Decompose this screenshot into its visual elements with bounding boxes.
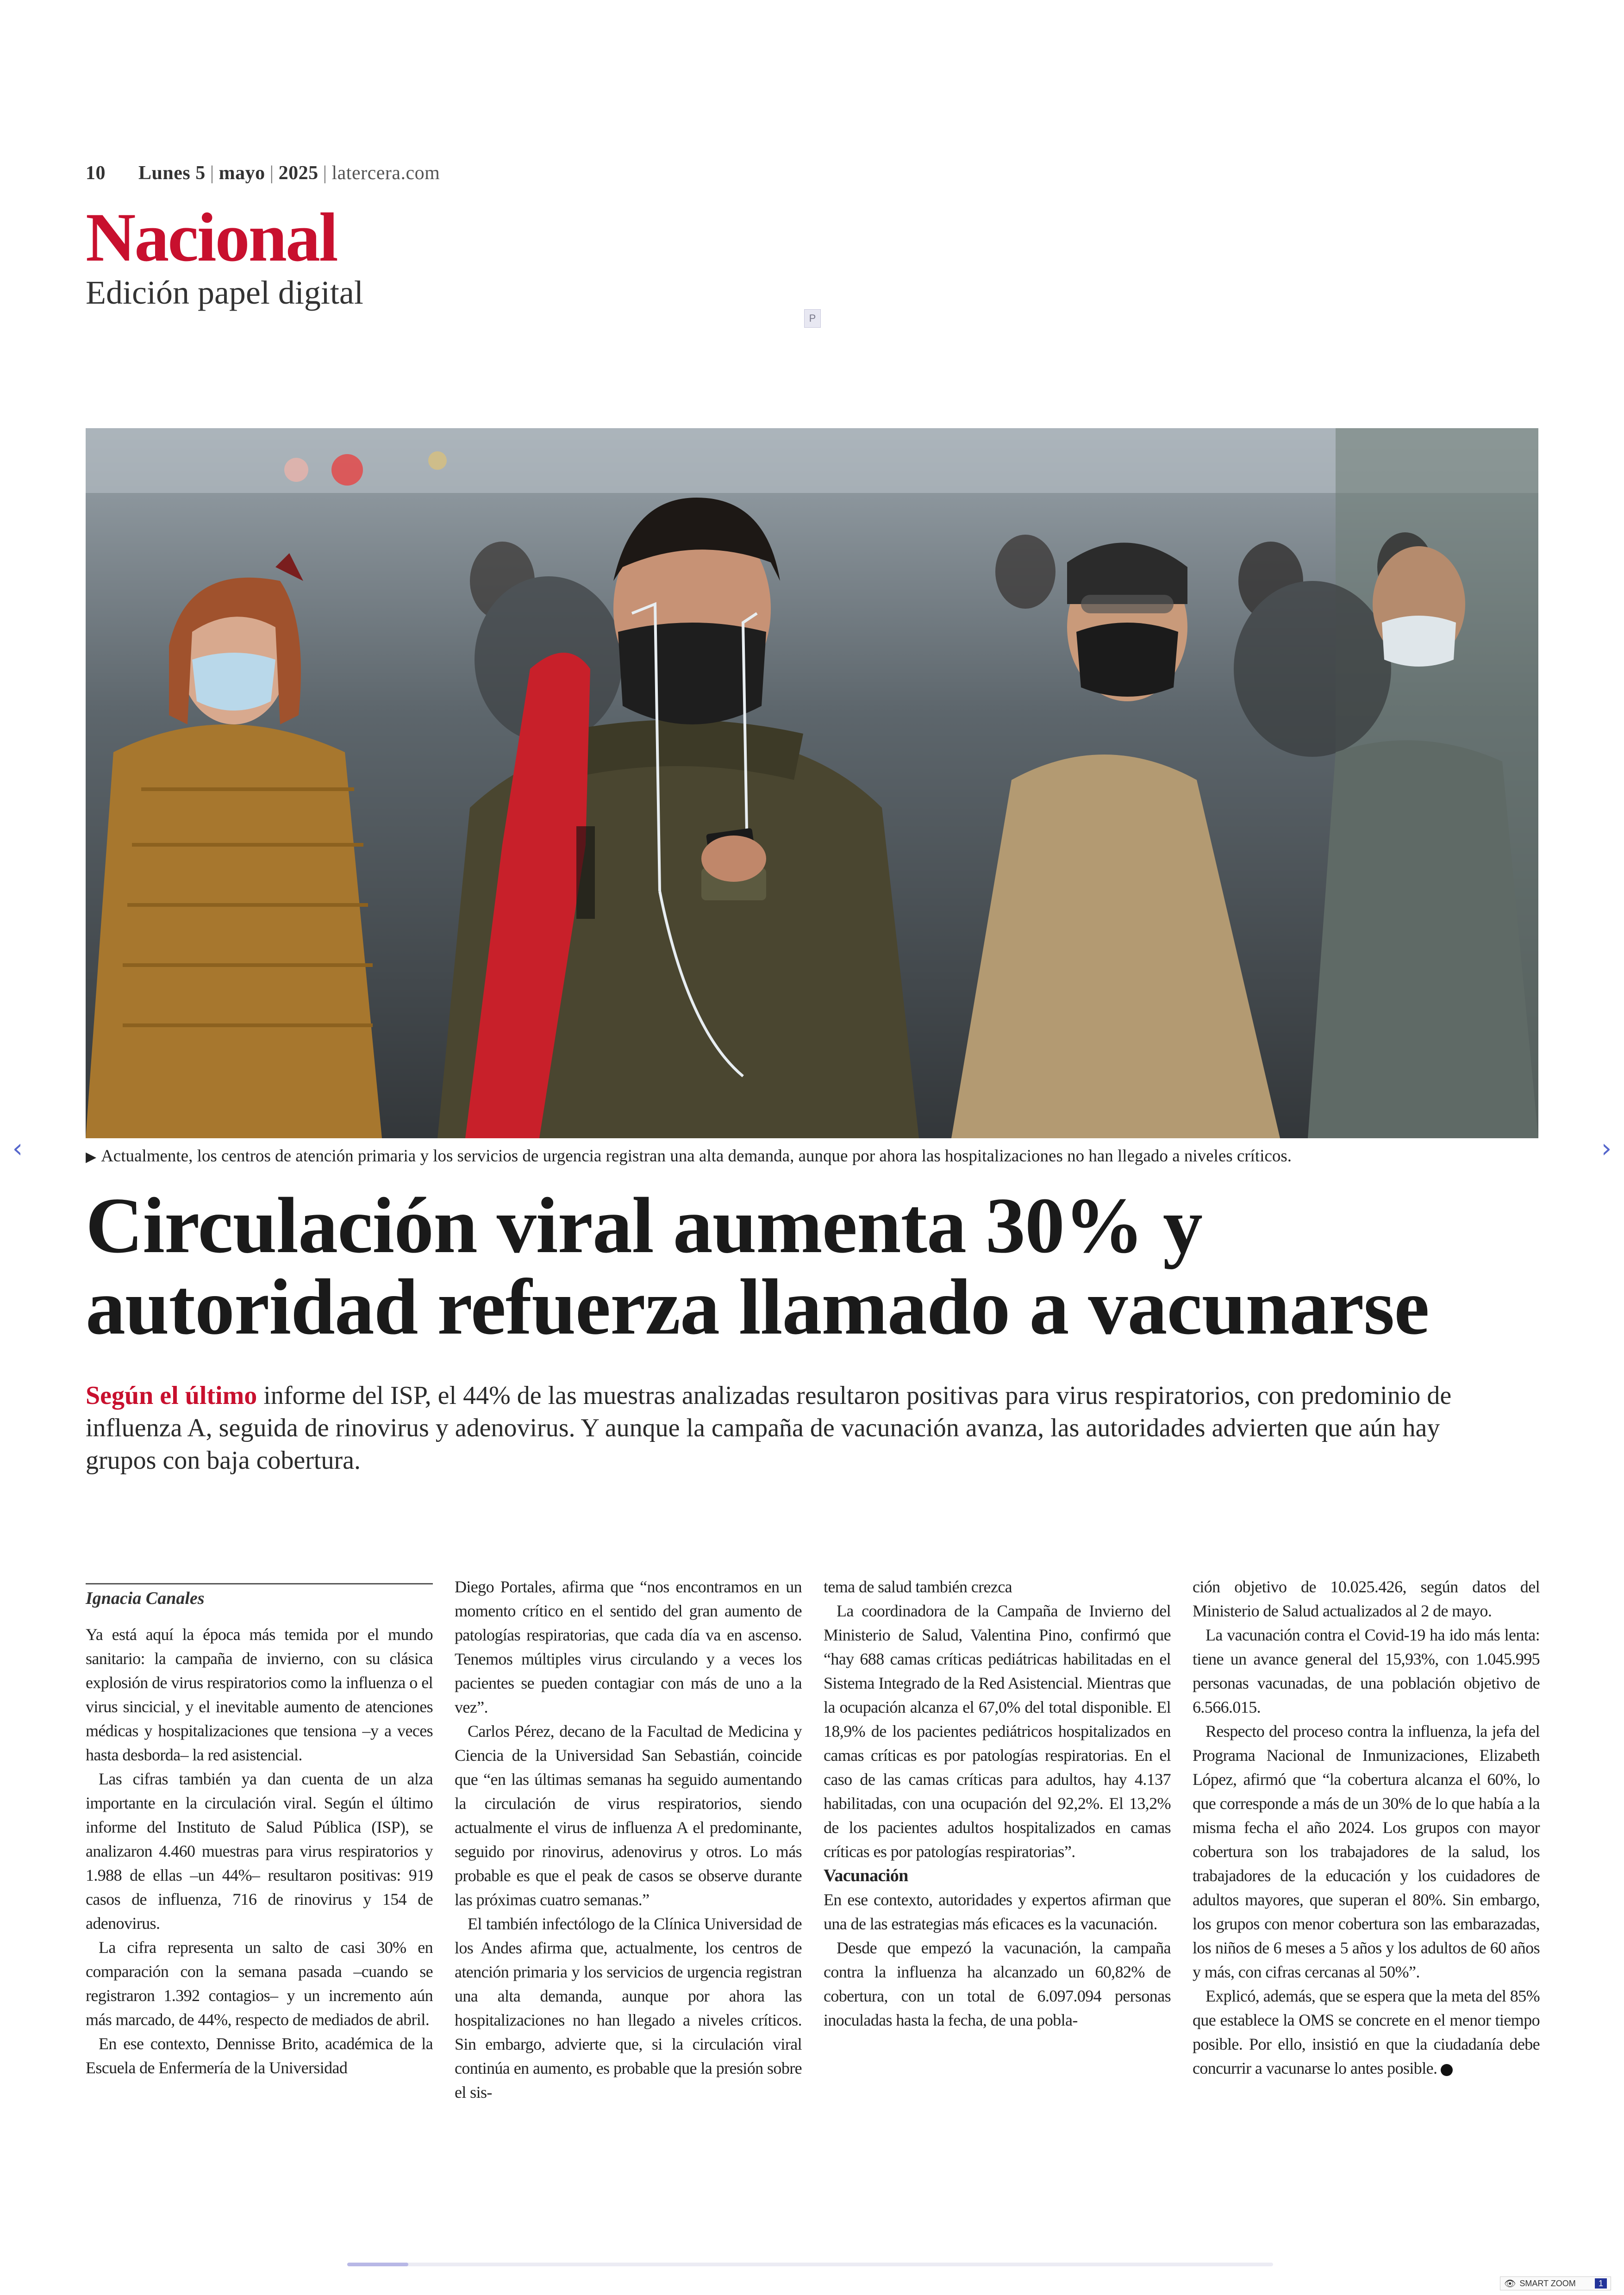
article-column-1 (86, 1622, 433, 2080)
separator: | (210, 162, 214, 184)
masthead (86, 162, 440, 184)
section-title: Nacional (86, 199, 337, 276)
caption-text: Actualmente, los centros de atención primaria y los servicios de urgencia registran una alta demanda, aunque por ahora las hospitalizaciones no han llegado a niveles críticos. (101, 1147, 1292, 1166)
paragraph: Desde que empezó la vacunación, la campaña contra la influenza ha alcanzado un 60,82% de cobertura, con un total de 6.097.094 personas inoculadas hasta la fecha, de una pobla- (824, 1939, 1171, 2029)
smart-zoom-button[interactable] (1500, 2276, 1611, 2290)
paragraph: Diego Portales, afirma que “nos encontramos en un momento crítico en el sentido del gran aumento de patologías respiratorias, que cada día va en ascenso. Tenemos múltiples virus circulando y a veces los pacientes se pueden contagiar con más de uno a la vez”. (455, 1578, 802, 1716)
chevron-left-icon: ‹ (12, 1134, 23, 1164)
page-marker: P (804, 309, 821, 328)
crowd-illustration (86, 428, 1538, 1138)
page-progress-bar[interactable] (347, 2263, 1273, 2266)
paragraph: En ese contexto, autoridades y expertos afirman que una de las estrategias más eficaces es la vacunación. (824, 1890, 1171, 1933)
paragraph: La cifra representa un salto de casi 30% en comparación con la semana pasada –cuando se registraron 1.392 contagios– y un incremento aún más marcado, de 44%, respecto de mediados de abril. (86, 1938, 433, 2029)
paragraph: tema de salud también crezca (824, 1578, 1012, 1596)
paragraph: La coordinadora de la Campaña de Invierno del Ministerio de Salud, Valentina Pino, confirmó que “hay 688 camas críticas pediátricas habilitadas en el Sistema Integrado de la Red Asistencial. Mientras que la ocupación alcanza el 67,0% del total disponible. El 18,9% de los pacientes pediátricos hospitalizados en camas críticas es por patologías respiratorias. En el caso de las camas críticas para adultos, hay 4.137 habilitadas, con una ocupación del 92,2%. El 13,2% de los pacientes adultos hospitalizados en camas críticas es por patologías respiratorias”. (824, 1602, 1171, 1861)
article-photo (86, 428, 1538, 1138)
next-page-button[interactable] (1597, 1135, 1616, 1163)
date-year: 2025 (278, 162, 319, 184)
separator: | (269, 162, 274, 184)
paragraph: En ese contexto, Dennisse Brito, académica de la Escuela de Enfermería de la Universidad (86, 2034, 433, 2077)
article-headline: Circulación viral aumenta 30% y autoridad refuerza llamado a vacunarse (86, 1182, 1429, 1351)
smart-zoom-label: SMART ZOOM (1519, 2278, 1576, 2288)
paragraph (1193, 1984, 1540, 2080)
chevron-right-icon: › (1601, 1134, 1612, 1164)
article-column-4 (1193, 1575, 1540, 2080)
paragraph: Carlos Pérez, decano de la Facultad de Medicina y Ciencia de la Universidad San Sebastián, coincide que “en las últimas semanas ha seguido aumentando la circulación de virus respiratorios, siendo actualmente el virus de influenza A el predominante, seguido por rinovirus, adenovirus y otros. Lo más probable es que el peak de casos se observe durante las próximas cuatro semanas.” (455, 1722, 802, 1909)
paragraph: ción objetivo de 10.025.426, según datos del Ministerio de Salud actualizados al 2 de mayo. (1193, 1578, 1540, 1620)
paragraph: Respecto del proceso contra la influenza, la jefa del Programa Nacional de Inmunizaciones, Elizabeth López, afirmó que “la cobertura alcanza el 60%, lo que corresponde a más de un 30% de lo que había a la misma fecha el año 2024. Los grupos con mayor cobertura son los trabajadores de la salud, los trabajadores de la educación y los cuidadores de adultos mayores, que superan el 80%. Sin embargo, los grupos con menor cobertura son las embarazadas, los niños de 6 meses a 5 años y los adultos de 60 años y más, con cifras cercanas al 50%”. (1193, 1722, 1540, 1981)
date-day: Lunes 5 (138, 162, 206, 184)
page-indicator: 1 (1595, 2278, 1607, 2289)
lead-text: informe del ISP, el 44% de las muestras analizadas resultaron positivas para virus respiratorios, con predominio de influenza A, seguida de rinovirus y adenovirus. Y aunque la campaña de vacunación avanza, las autoridades advierten que aún hay grupos con baja cobertura. (86, 1381, 1452, 1475)
paragraph: La vacunación contra el Covid-19 ha ido más lenta: tiene un avance general del 15,93%, con 1.045.995 personas vacunadas, de una población objetivo de 6.566.015. (1193, 1626, 1540, 1716)
lead-highlight: Según el último (86, 1381, 257, 1410)
paragraph-text: Explicó, además, que se espera que la meta del 85% que establece la OMS se concrete en el menor tiempo posible. Por ello, insistió en que la ciudadanía debe concurrir a vacunarse lo antes posible. (1193, 1987, 1540, 2077)
caption-marker-icon: ▶ (86, 1149, 97, 1165)
date-month: mayo (219, 162, 265, 184)
article-column-3 (824, 1575, 1171, 2032)
photo-caption (86, 1146, 1567, 1166)
separator: | (323, 162, 327, 184)
prev-page-button[interactable] (8, 1135, 27, 1163)
paragraph: Las cifras también ya dan cuenta de un alza importante en la circulación viral. Según el último informe del Instituto de Salud Pública (ISP), se analizaron 4.460 muestras para virus respiratorios y 1.988 de ellas –un 44%– resultaron positivas: 919 casos de influenza, 716 de rinovirus y 154 de adenovirus. (86, 1770, 433, 1933)
end-mark-icon (1441, 2064, 1453, 2076)
page-progress-fill (347, 2263, 408, 2266)
paragraph: El también infectólogo de la Clínica Universidad de los Andes afirma que, actualmente, los centros de atención primaria y los servicios de urgencia registran una alta demanda, aunque por ahora las hospitalizaciones no han llegado a niveles críticos. Sin embargo, advierte que, si la circulación viral continúa en aumento, es probable que la presión sobre el sis- (455, 1915, 802, 2102)
byline: Ignacia Canales (86, 1583, 433, 1609)
article-lead (86, 1379, 1474, 1477)
page-number: 10 (86, 162, 106, 184)
section-subtitle: Edición papel digital (86, 274, 363, 311)
article-column-2 (455, 1575, 802, 2104)
paragraph: Ya está aquí la época más temida por el mundo sanitario: la campaña de invierno, con su clásica explosión de virus respiratorios como la influenza o el virus sincicial, y el inevitable aumento de atenciones médicas y hospitalizaciones que tensiona –y a veces hasta desborda– la red asistencial. (86, 1625, 433, 1764)
site-name: latercera.com (331, 162, 440, 184)
eye-icon: 👁 (1504, 2278, 1516, 2289)
subheading-vacunacion: Vacunación (824, 1866, 908, 1885)
